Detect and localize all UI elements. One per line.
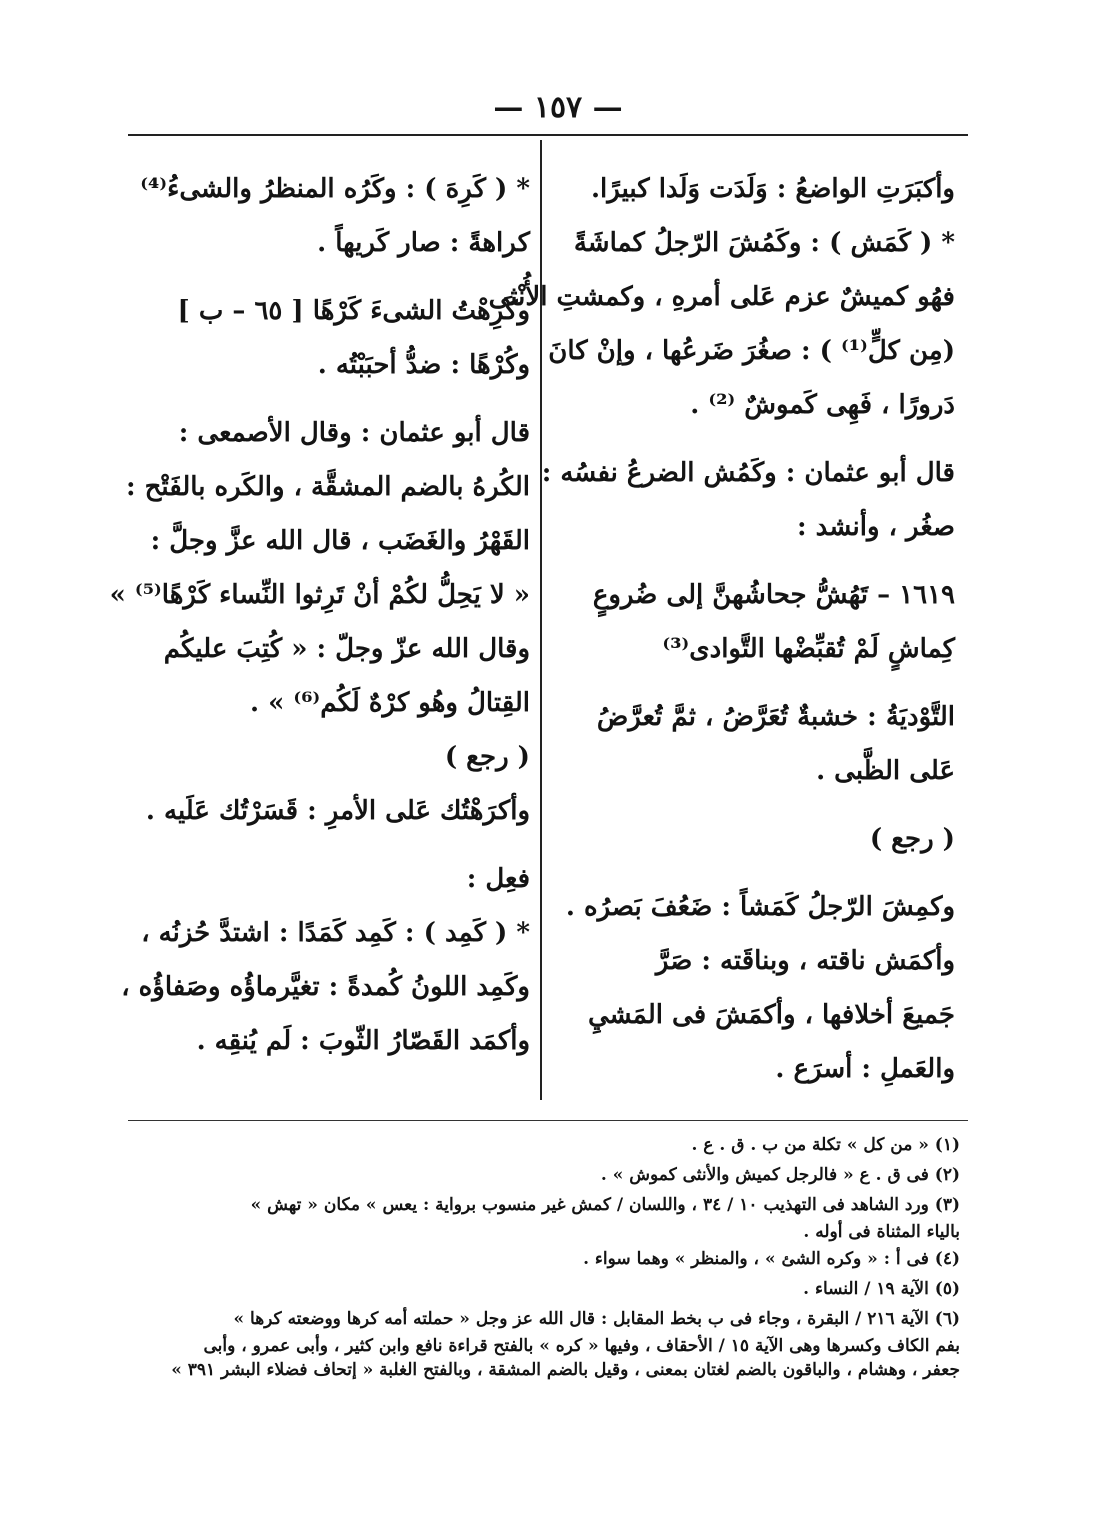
footnote-3: (٣) ورد الشاهد فى التهذيب ١٠ / ٣٤ ، واللسان / كمش غير منسوب برواية : يعس » مكان « تهش » xyxy=(250,1195,960,1215)
section-heading: فعِل : xyxy=(466,864,530,894)
quote-line: القِتالُ وهُو كرْهٌ لَكُم⁽⁶⁾ » . xyxy=(249,688,530,718)
text-line: قال أبو عثمان : وقال الأصمعى : xyxy=(178,418,530,448)
text-line: صغُر ، وأنشد : xyxy=(797,512,955,542)
text-line: كراهةً : صار كَريهاً . xyxy=(317,228,530,258)
text-line: التَّوْديَةُ : خشبةٌ تُعَرَّضُ ، ثمَّ تُعرَّضُ xyxy=(596,702,955,732)
section-marker: ( رجع ) xyxy=(444,742,530,772)
left-column xyxy=(109,162,530,1068)
quote-line: « لا يَحِلُّ لكُمْ أنْ تَرِثوا النِّساء كَرْهًا⁽⁵⁾ » xyxy=(109,580,530,610)
text-line: القَهْرُ والغَضَب ، قال الله عزَّ وجلَّ : xyxy=(150,526,530,556)
text-line: وأكرَهْتُك عَلى الأمرِ : قَسَرْتُك عَلَيه . xyxy=(145,796,530,826)
text-line: وأكمَش ناقته ، وبناقَته : صَرَّ xyxy=(655,946,955,976)
text-line: عَلى الظَّبى . xyxy=(816,756,955,786)
text-line: جَميعَ أخلافها ، وأكمَشَ فى المَشيِ xyxy=(587,1000,955,1030)
text-line: فهُو كميشٌ عزم عَلى أمرهِ ، وكمشتِ الأُنْثى xyxy=(488,282,955,312)
text-line: وكُرْهًا : ضدُّ أحبَبْتُه . xyxy=(317,350,530,380)
verse-line: كِماشٍ لَمْ تُقبِّضْها التَّوادى⁽³⁾ xyxy=(662,634,955,664)
footnote-3-continuation: بالياء المثناة فى أوله . xyxy=(803,1222,960,1242)
page-number: — ١٥٧ — xyxy=(493,90,623,125)
footnote-6-continuation: جعفر ، وهشام ، والباقون بالضم لغتان بمعنى ، وقيل بالضم المشقة ، وبالفتح الغلبة « إتحاف فضلاء البشر ٣٩١ » xyxy=(171,1360,960,1380)
text-line: وأكمَد القَصّارُ الثّوبَ : لَم يُنقِه . xyxy=(196,1026,530,1056)
text-line: وكمِشَ الرّجلُ كَمَشاً : ضَعُفَ بَصرُه . xyxy=(565,892,955,922)
text-line: دَرورًا ، فَهِى كَموشٌ ⁽²⁾ . xyxy=(690,390,955,420)
footnote-6-continuation: بفم الكاف وكسرها وهى الآية ١٥ / الأحقاف ، وفيها « كره » بالفتح قراءة نافع وابن كثير ، وأبى عمرو ، وأبى xyxy=(203,1336,960,1356)
footnote-4: (٤) فى أ : « وكره الشئ » ، والمنظر » وهما سواء . xyxy=(583,1249,960,1269)
text-line: الكُرهُ بالضم المشقَّة ، والكَره بالفَتْح : xyxy=(125,472,530,502)
text-line: (مِن كلٍّ⁽¹⁾ ) : صغُرَ ضَرعُها ، وإنْ كانَ xyxy=(548,336,955,366)
footnote-1: (١) « من كل » تكلة من ب . ق . ع . xyxy=(691,1135,960,1155)
footnote-6: (٦) الآية ٢١٦ / البقرة ، وجاء فى ب بخط المقابل : قال الله عز وجل « حملته أمه كرها ووضعته كرها » xyxy=(233,1309,960,1329)
footnote-2: (٢) فى ق . ع « فالرجل كميش والأنثى كموش » . xyxy=(600,1165,960,1185)
entry-heading-line: * ( كَمِد ) : كَمِد كَمَدًا : اشتدَّ حُزنُه ، xyxy=(141,918,530,948)
footnote-rule xyxy=(128,1120,968,1121)
text-line: وكَرِهْتُ الشىءَ كَرْهًا [ ٦٥ – ب ] xyxy=(177,296,530,326)
entry-heading-line: * ( كَرِهَ ) : وكَرُه المنظرُ والشىءُ⁽⁴⁾ xyxy=(140,174,530,204)
verse-line: ١٦١٩ – تَهُشُّ جحاشُهنَّ إلى ضُروعٍ xyxy=(592,580,955,610)
section-marker: ( رجع ) xyxy=(869,824,955,854)
text-line: وكَمِد اللونُ كُمدةً : تغيَّرماؤُه وصَفاؤُه ، xyxy=(121,972,530,1002)
footnotes xyxy=(130,1130,960,1382)
text-line: قال أبو عثمان : وكَمُش الضرعُ نفسُه : xyxy=(541,458,955,488)
footnote-5: (٥) الآية ١٩ / النساء . xyxy=(803,1279,960,1299)
header-rule xyxy=(128,134,968,136)
text-line: والعَملِ : أسرَع . xyxy=(775,1054,955,1084)
text-line: وقال الله عزّ وجلّ : « كُتِبَ عليكُم xyxy=(163,634,530,664)
text-line: وأكبَرَتِ الواضعُ : وَلَدَت وَلَدا كبيرًا. xyxy=(590,174,955,204)
entry-heading-line: * ( كَمَش ) : وكَمُشَ الرّجلُ كماشَةً xyxy=(573,228,955,258)
